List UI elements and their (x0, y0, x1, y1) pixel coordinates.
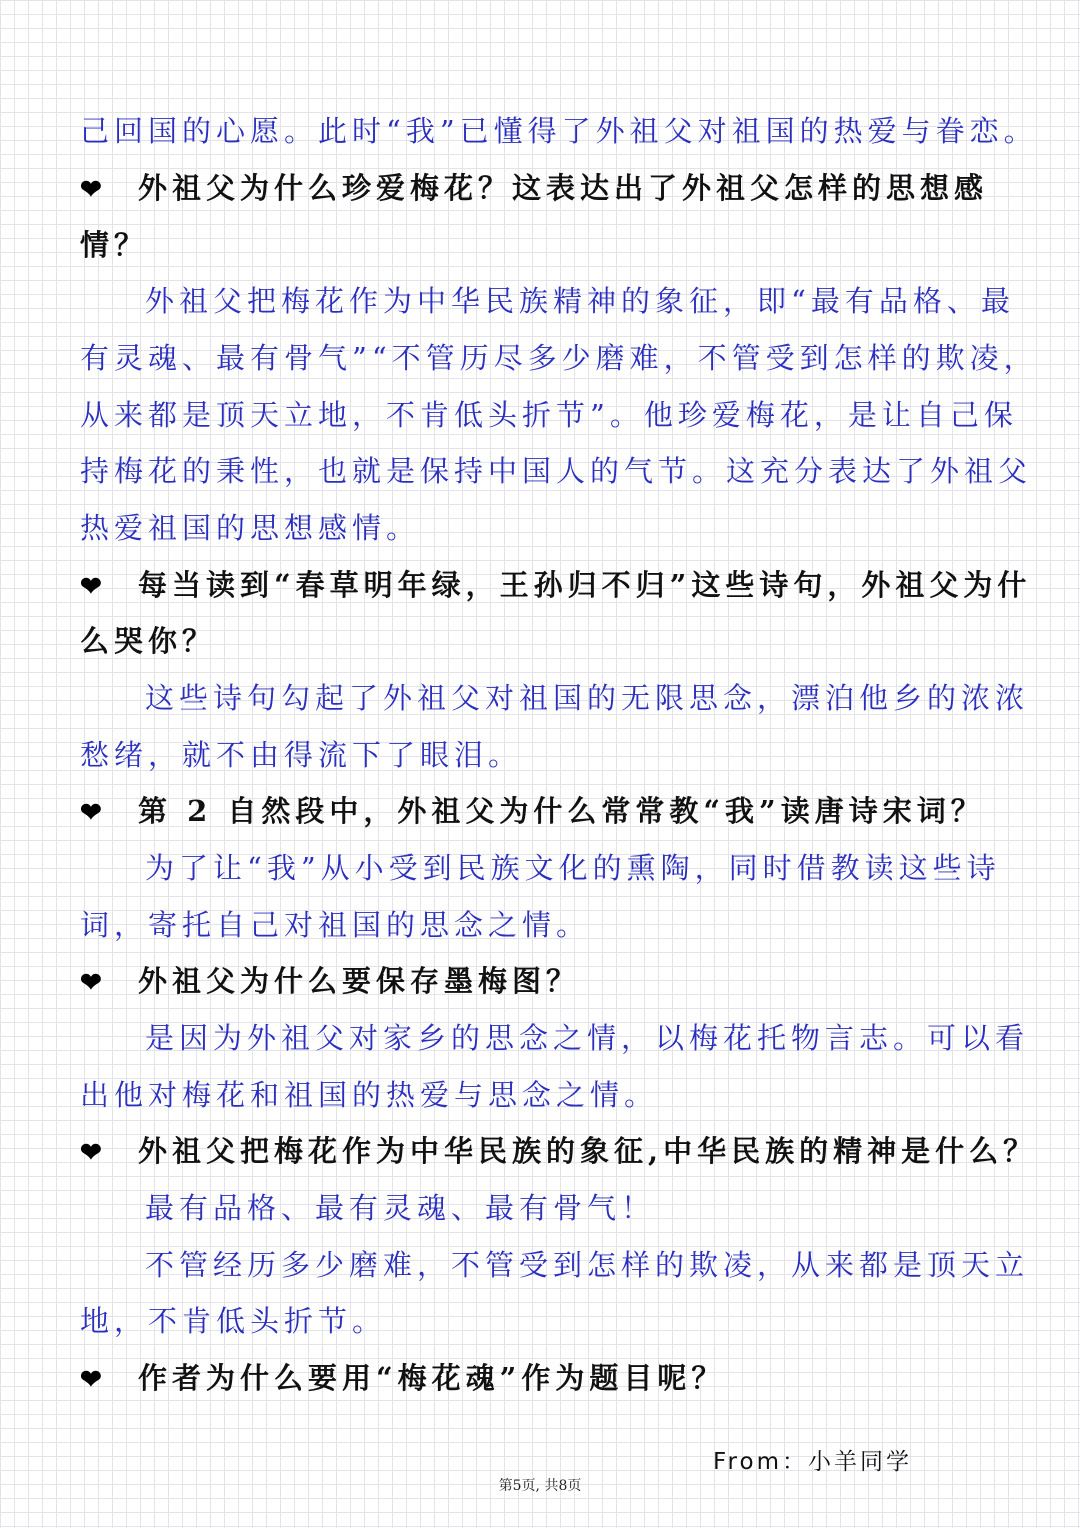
answer-text: 持梅花的秉性，也就是保持中国人的气节。这充分表达了外祖父 (80, 454, 1033, 488)
answer-line (145, 840, 1070, 897)
answer-line (145, 670, 1070, 727)
page-number-footer: 第5页, 共8页 (498, 1478, 582, 1494)
question-line (80, 1350, 1005, 1407)
question-text: 外祖父把梅花作为中华民族的象征,中华民族的精神是什么？ (138, 1134, 1038, 1168)
question-line (80, 953, 1005, 1010)
answer-line (145, 1010, 1070, 1067)
heart-bullet-icon: ❤ (80, 175, 102, 205)
answer-line (145, 1180, 1070, 1237)
question-text: 作者为什么要用“梅花魂”作为题目呢？ (138, 1361, 726, 1395)
question-line (80, 613, 1005, 670)
heart-bullet-icon: ❤ (80, 968, 102, 998)
heart-bullet-icon: ❤ (80, 1138, 102, 1168)
answer-line (80, 1293, 1005, 1350)
question-line (80, 1123, 1038, 1180)
answer-line (145, 273, 1070, 330)
question-line (80, 217, 1005, 274)
answer-line (80, 330, 1038, 387)
answer-text: 地，不肯低头折节。 (80, 1304, 387, 1338)
answer-text: 词，寄托自己对祖国的思念之情。 (80, 908, 591, 942)
question-text: 外祖父为什么珍爱梅花？这表达出了外祖父怎样的思想感 (138, 171, 989, 205)
answer-text: 外祖父把梅花作为中华民族精神的象征，即“最有品格、最 (145, 284, 1015, 318)
heart-bullet-icon: ❤ (80, 572, 102, 602)
question-line (80, 783, 1005, 840)
answer-text: 最有品格、最有灵魂、最有骨气！ (145, 1191, 656, 1225)
question-text: 么哭你？ (80, 624, 217, 658)
heart-bullet-icon: ❤ (80, 798, 102, 828)
question-text: 外祖父为什么要保存墨梅图？ (138, 964, 581, 998)
answer-line (145, 1237, 1070, 1294)
answer-text: 不管经历多少磨难，不管受到怎样的欺凌，从来都是顶天立 (145, 1248, 1030, 1282)
answer-line (80, 1067, 1005, 1124)
answer-line (80, 897, 1005, 954)
answer-text: 这些诗句勾起了外祖父对祖国的无限思念，漂泊他乡的浓浓 (145, 681, 1030, 715)
answer-line (80, 443, 1033, 500)
answer-text: 有灵魂、最有骨气”“不管历尽多少磨难，不管受到怎样的欺凌， (80, 341, 1038, 375)
question-line (80, 557, 1032, 614)
question-text: 情？ (80, 228, 149, 262)
question-line (80, 160, 1005, 217)
answer-line (80, 387, 1018, 444)
question-text: 第 2 自然段中，外祖父为什么常常教“我”读唐诗宋词？ (138, 794, 985, 828)
answer-text: 热爱祖国的思想感情。 (80, 511, 421, 545)
answer-text: 出他对梅花和祖国的热爱与思念之情。 (80, 1078, 659, 1112)
answer-text: 从来都是顶天立地，不肯低头折节”。他珍爱梅花，是让自己保 (80, 398, 1018, 432)
answer-text: 己回国的心愿。此时“我”已懂得了外祖父对祖国的热爱与眷恋。 (80, 114, 1038, 148)
author-credit: From：小羊同学 (713, 1449, 912, 1475)
question-text: 每当读到“春草明年绿，王孙归不归”这些诗句，外祖父为什 (138, 568, 1032, 602)
answer-text: 是因为外祖父对家乡的思念之情，以梅花托物言志。可以看 (145, 1021, 1030, 1055)
answer-line (80, 103, 1038, 160)
answer-line (80, 500, 1005, 557)
answer-line (80, 727, 1005, 784)
heart-bullet-icon: ❤ (80, 1365, 102, 1395)
answer-text: 为了让“我”从小受到民族文化的熏陶，同时借教读这些诗 (145, 851, 1001, 885)
answer-text: 愁绪，就不由得流下了眼泪。 (80, 738, 523, 772)
